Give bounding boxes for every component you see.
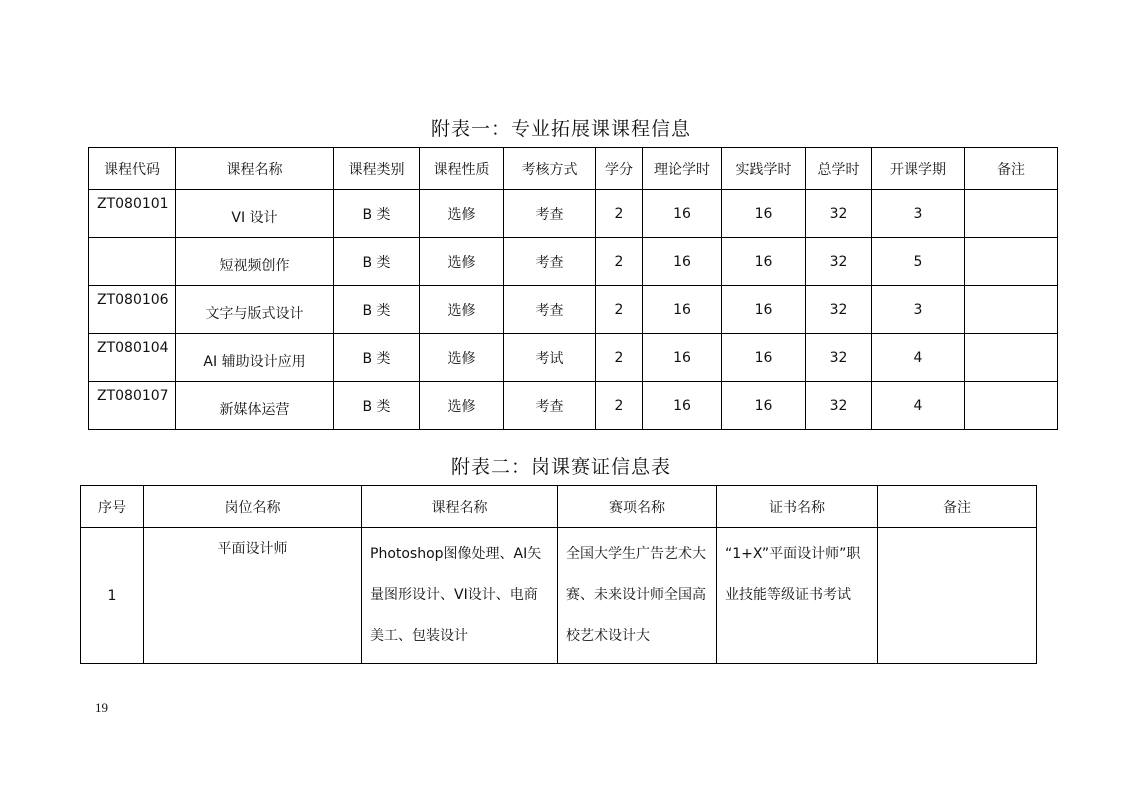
job-title-cell: 平面设计师 (144, 528, 362, 664)
table-row (89, 190, 1058, 238)
table2-title: 附表二：岗课赛证信息表 (450, 456, 671, 478)
table-cell: 16 (722, 382, 806, 430)
header-cell: 课程类别 (334, 148, 420, 190)
table-cell: 32 (806, 334, 872, 382)
certificate-names-cell: “1+X”平面设计师”职业技能等级证书考试 (717, 528, 878, 664)
table-cell (965, 286, 1058, 334)
table-cell: 选修 (420, 286, 504, 334)
header-cell: 总学时 (806, 148, 872, 190)
header-cell: 课程名称 (176, 148, 334, 190)
table-row (89, 286, 1058, 334)
table-cell: 2 (596, 238, 643, 286)
table-cell: 32 (806, 382, 872, 430)
table-row (89, 238, 1058, 286)
serial-number-cell: 1 (81, 528, 144, 664)
header-cell: 备注 (965, 148, 1058, 190)
header-cell: 理论学时 (643, 148, 722, 190)
table-cell: 2 (596, 190, 643, 238)
course-name-cell: VI 设计 (176, 190, 334, 238)
course-name-cell: AI 辅助设计应用 (176, 334, 334, 382)
table-cell: 32 (806, 286, 872, 334)
table-cell: 32 (806, 238, 872, 286)
table-cell: 16 (643, 238, 722, 286)
course-code-cell: ZT080101 (89, 190, 176, 238)
header-cell: 序号 (81, 486, 144, 528)
table-cell: 16 (643, 190, 722, 238)
course-code-cell: ZT080106 (89, 286, 176, 334)
course-name-cell: 新媒体运营 (176, 382, 334, 430)
table-cell (965, 190, 1058, 238)
course-name-cell: 短视频创作 (176, 238, 334, 286)
table-cell: 16 (643, 286, 722, 334)
table-cell: 16 (643, 382, 722, 430)
table-header-row (89, 148, 1058, 190)
table-cell (965, 238, 1058, 286)
course-code-cell: ZT080104 (89, 334, 176, 382)
table-cell: 3 (872, 190, 965, 238)
table-cell: 考查 (504, 238, 596, 286)
table-row (89, 334, 1058, 382)
header-cell: 备注 (878, 486, 1037, 528)
page-number: 19 (95, 700, 108, 715)
table-cell: 3 (872, 286, 965, 334)
header-cell: 实践学时 (722, 148, 806, 190)
course-code-cell (89, 238, 176, 286)
header-cell: 课程性质 (420, 148, 504, 190)
header-cell: 课程代码 (89, 148, 176, 190)
header-cell: 学分 (596, 148, 643, 190)
course-names-cell: Photoshop图像处理、AI矢量图形设计、VI设计、电商美工、包装设计 (362, 528, 558, 664)
table-cell: 2 (596, 382, 643, 430)
table-cell: 16 (643, 334, 722, 382)
table-cell: 5 (872, 238, 965, 286)
header-cell: 证书名称 (717, 486, 878, 528)
header-cell: 赛项名称 (558, 486, 717, 528)
table-header-row (81, 486, 1037, 528)
table-cell: 选修 (420, 382, 504, 430)
remarks-cell (878, 528, 1037, 664)
table-cell: 4 (872, 382, 965, 430)
table1-title: 附表一：专业拓展课课程信息 (430, 118, 691, 140)
table-row (81, 528, 1037, 664)
table-cell: B 类 (334, 238, 420, 286)
table-cell: 2 (596, 334, 643, 382)
course-name-cell: 文字与版式设计 (176, 286, 334, 334)
table-cell: 考查 (504, 286, 596, 334)
table-cell: 4 (872, 334, 965, 382)
table-cell (965, 382, 1058, 430)
header-cell: 课程名称 (362, 486, 558, 528)
table-row (89, 382, 1058, 430)
header-cell: 开课学期 (872, 148, 965, 190)
table-cell: B 类 (334, 286, 420, 334)
table-cell: 16 (722, 190, 806, 238)
table-cell: B 类 (334, 382, 420, 430)
table-cell: 考查 (504, 190, 596, 238)
table-cell: 16 (722, 238, 806, 286)
header-cell: 岗位名称 (144, 486, 362, 528)
table-cell: B 类 (334, 334, 420, 382)
header-cell: 考核方式 (504, 148, 596, 190)
table-cell: 32 (806, 190, 872, 238)
table-cell: 选修 (420, 190, 504, 238)
course-info-table (88, 147, 1058, 430)
table-cell: B 类 (334, 190, 420, 238)
table-cell: 2 (596, 286, 643, 334)
table-cell (965, 334, 1058, 382)
table-cell: 16 (722, 334, 806, 382)
table-cell: 考查 (504, 382, 596, 430)
job-course-competition-cert-table (80, 485, 1037, 664)
table-cell: 16 (722, 286, 806, 334)
course-code-cell: ZT080107 (89, 382, 176, 430)
table-cell: 选修 (420, 238, 504, 286)
table-cell: 考试 (504, 334, 596, 382)
table-cell: 选修 (420, 334, 504, 382)
competition-names-cell: 全国大学生广告艺术大赛、未来设计师全国高校艺术设计大 (558, 528, 717, 664)
